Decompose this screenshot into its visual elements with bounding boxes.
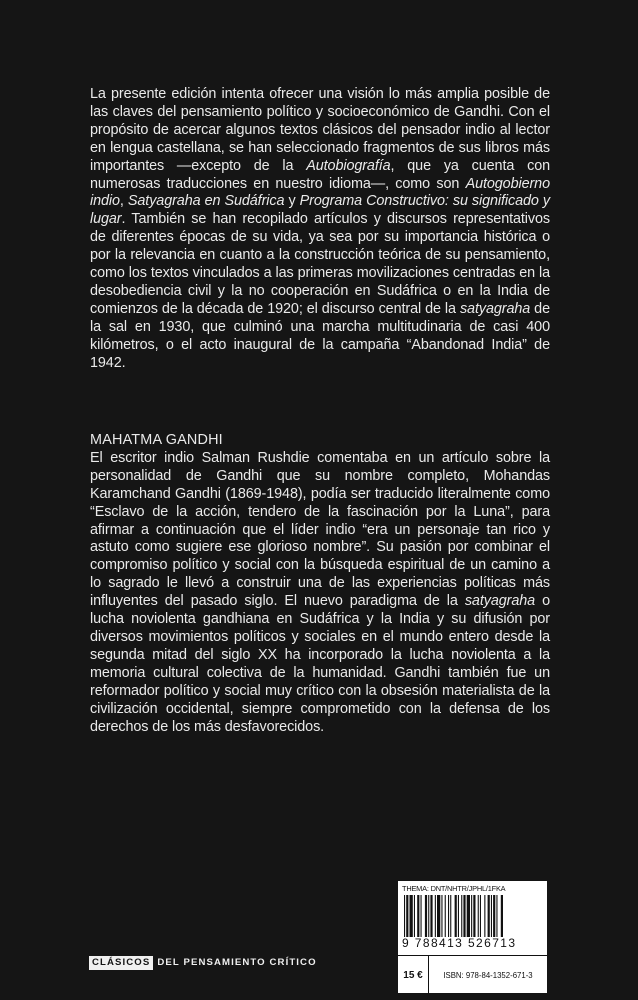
author-heading: MAHATMA GANDHI bbox=[90, 432, 223, 448]
intro-paragraph bbox=[90, 86, 550, 373]
author-bio bbox=[90, 432, 550, 736]
collection-name-rest: DEL PENSAMIENTO CRÍTICO bbox=[157, 956, 317, 968]
intro-text-6: de la sal en 1930, que culminó una marcha multitudinaria de casi 400 kilómetros, o el acto inaugural de la campaña “Abandonad India” de 1942. bbox=[90, 300, 550, 371]
intro-italic-satyagraha-sudafrica: Satyagraha en Sudáfrica bbox=[127, 193, 285, 210]
intro-italic-autogobierno: Autogobierno indio bbox=[90, 175, 550, 210]
isbn-number: ISBN: 978-84-1352-671-3 bbox=[429, 955, 547, 994]
intro-italic-autobiografia: Autobiografía bbox=[306, 157, 391, 174]
price: 15 € bbox=[398, 955, 429, 994]
intro-text-3: , bbox=[119, 193, 128, 210]
thema-code: THEMA: DNT/NHTR/JPHL/1FKA bbox=[402, 884, 506, 893]
barcode-digits: 9 788413 526713 bbox=[402, 936, 517, 950]
intro-text-4: y bbox=[284, 193, 300, 210]
intro-text-5: . También se han recopilado artículos y discursos representativos de diferentes épocas de su vida, ya sea por su importancia histórica o por la relevancia en cuanto a la construcción teórica de su pensamiento, como los textos vinculados a las primeras movilizaciones centradas en la desobediencia civil y la no cooperación en Sudáfrica o en la India de comienzos de la década de 1920; el discurso central de la bbox=[90, 211, 550, 317]
bio-text-1: El escritor indio Salman Rushdie comentaba en un artículo sobre la personalidad de Gandhi que su nombre completo, Mohandas Karamchand Gandhi (1869-1948), podía ser traducido literalmente como “Esclavo de la acción, tendero de la fascinación por la Luna”, para afirmar a continuación que el líder indio “era un personaje tan rico y astuto como sugiere ese glorioso nombre”. Su pasión por combinar el compromiso político y social con la búsqueda espiritual de un camino a lo sagrado le llevó a construir una de las experiencias políticas más influyentes del pasado siglo. El nuevo paradigma de la bbox=[90, 449, 550, 610]
intro-text-1: La presente edición intenta ofrecer una visión lo más amplia posible de las claves del pensamiento político y socioeconómico de Gandhi. Con el propósito de acercar algunos textos clásicos del pensador indio al lector en lengua castellana, se han seleccionado fragmentos de sus libros más importantes —excepto de la bbox=[90, 86, 550, 174]
barcode-label bbox=[398, 881, 547, 993]
intro-text-2: , que ya cuenta con numerosas traducciones en nuestro idioma—, como son bbox=[90, 157, 550, 192]
barcode-icon bbox=[404, 895, 541, 937]
intro-italic-satyagraha: satyagraha bbox=[459, 300, 531, 317]
collection-name-boxed: CLÁSICOS bbox=[89, 956, 153, 970]
bio-italic-satyagraha: satyagraha bbox=[464, 593, 536, 610]
bio-text-2: o lucha noviolenta gandhiana en Sudáfrica y la India y su difusión por diversos movimientos políticos y sociales en el mundo entero desde la segunda mitad del siglo XX ha incorporado la lucha noviolenta a la memoria cultural colectiva de la humanidad. Gandhi también fue un reformador político y social muy crítico con la obsesión materialista de la civilización occidental, siempre comprometido con la defensa de los derechos de los más desfavorecidos. bbox=[90, 593, 550, 735]
intro-italic-programa: Programa Constructivo: su significado y lugar bbox=[90, 193, 550, 228]
collection-logo bbox=[89, 955, 317, 970]
